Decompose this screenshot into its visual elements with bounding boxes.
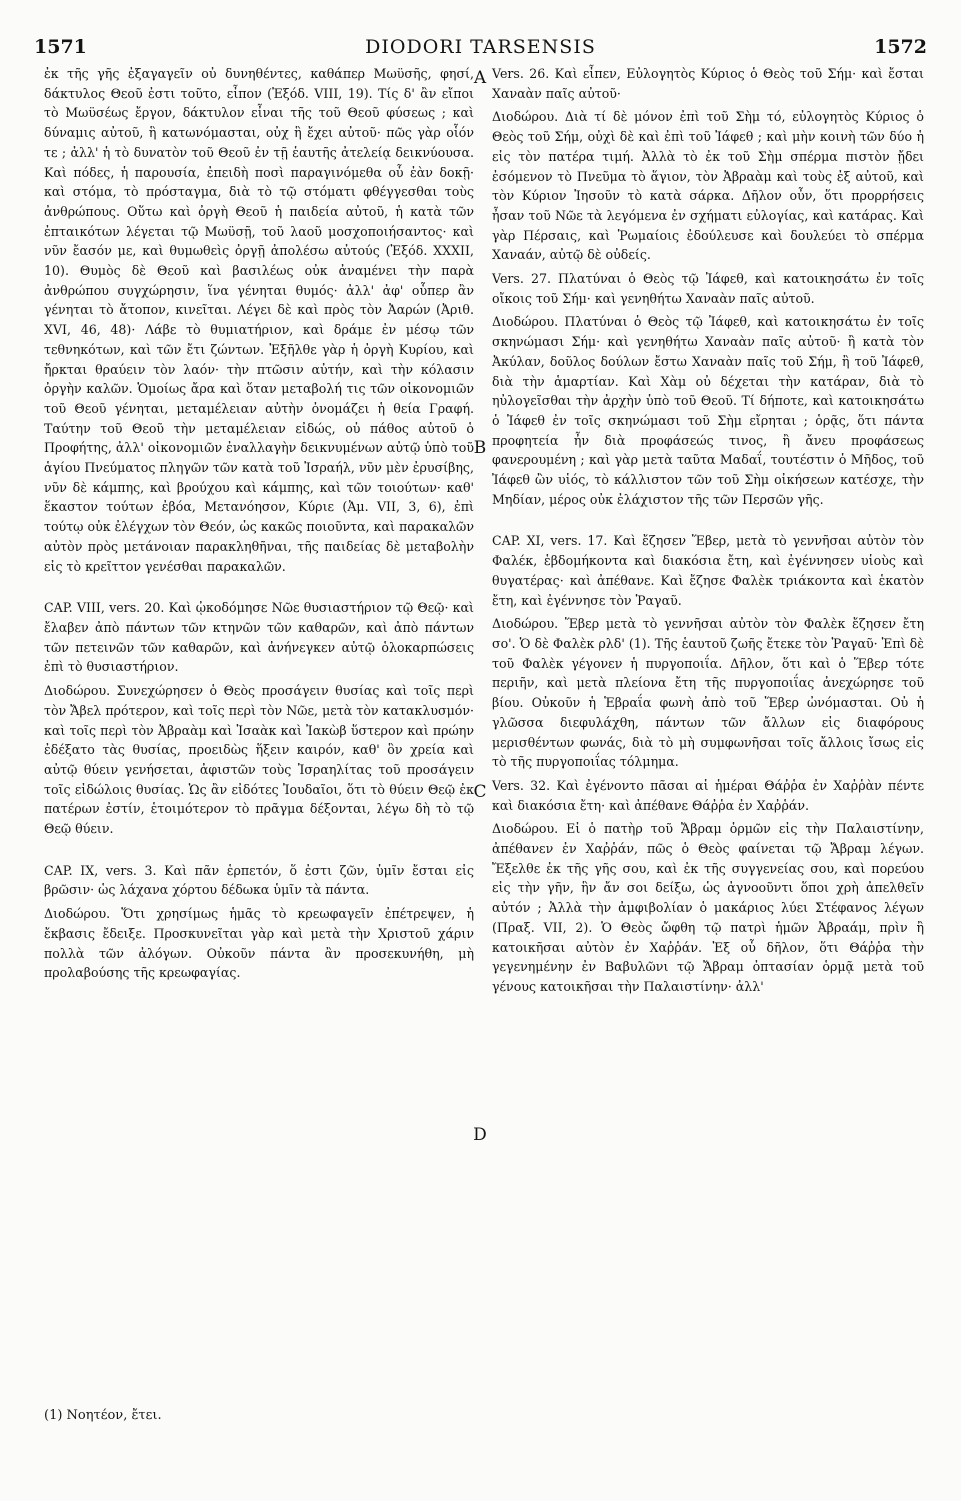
left-column <box>44 64 474 983</box>
verse-27: Vers. 27. Πλατύναι ὁ Θεὸς τῷ Ἰάφεθ, καὶ κατοικησάτω ἐν τοῖς οἴκοις τοῦ Σήμ· καὶ γενηθήτω Χαναὰν παῖς αὐτοῦ. <box>492 271 924 306</box>
margin-marker-c: C <box>473 782 487 802</box>
running-title: DIODORI TARSENSIS <box>365 36 596 58</box>
column-number-right: 1572 <box>874 36 927 58</box>
margin-marker-d: D <box>473 1125 487 1145</box>
verse-32: Vers. 32. Καὶ ἐγένοντο πᾶσαι αἱ ἡμέραι Θάῤῥα ἐν Χαῤῥὰν πέντε καὶ διακόσια ἔτη· καὶ ἀπέθανε Θάῤῥα ἐν Χαῤῥάν. <box>492 777 924 813</box>
cap-ix-verse: CAP. IX, vers. 3. Καὶ πᾶν ἑρπετόν, ὅ ἐστι ζῶν, ὑμῖν ἔσται εἰς βρῶσιν· ὡς λάχανα χόρτου δέδωκα ὑμῖν τὰ πάντα. <box>44 862 474 898</box>
right-column <box>492 64 924 997</box>
cap-viii-verse: CAP. VIII, vers. 20. Καὶ ᾠκοδόμησε Νῶε θυσιαστήριον τῷ Θεῷ· καὶ ἔλαβεν ἀπὸ πάντων τῶν κτηνῶν τῶν καθαρῶν, καὶ ἀπὸ πάντων τῶν πετεινῶν τῶν καθαρῶν, καὶ ἀνήνεγκεν αὐτῷ ὁλοκαρπώσεις ἐπὶ τὸ θυσιαστήριον. <box>44 600 474 675</box>
verse-26: Vers. 26. Καὶ εἶπεν, Εὐλογητὸς Κύριος ὁ Θεὸς τοῦ Σήμ· καὶ ἔσται Χαναὰν παῖς αὐτοῦ· <box>492 66 924 101</box>
margin-marker-b: B <box>473 438 487 458</box>
footnote: (1) Νοητέον, ἔτει. <box>44 1408 162 1423</box>
diodorus-commentary: Διοδώρου. Πλατύναι ὁ Θεὸς τῷ Ἰάφεθ, καὶ κατοικησάτω ἐν τοῖς σκηνώμασι Σήμ· καὶ γενηθήτω Χαναὰν παῖς αὐτοῦ· ἢ κατὰ τὸν Ἀκύλαν, δοῦλος δούλων ἔστω Χαναὰν παῖς τοῦ Σήμ, ἢ τοῦ Ἰάφεθ, διὰ τὴν ἁμαρτίαν. Καὶ Χὰμ οὐ δέχεται τὴν κατάραν, διὰ τὸ ηὐλογεῖσθαι τὴν ἀρχὴν ὑπὸ τοῦ Θεοῦ. Τί δήποτε, καὶ κατοικησάτω ὁ Ἰάφεθ ἐν τοῖς σκηνώμασι τοῦ Σὴμ εἴρηται ; ὁρᾷς, ὅτι πάντα προφητεία ἦν διὰ προφάσεώς τινος, ἢ ἄνευ προφάσεως φανερουμένη ; καὶ γὰρ μετὰ ταῦτα Μαδαΐ, τουτέστιν ὁ Μῆδος, τοῦ Ἰάφεθ ὢν υἱός, τὸ κάλλιστον τῶν τοῦ Σὴμ οἰκήσεων κατέσχε, τὴν Μηδίαν, μέρος οὐκ ἐλάχιστον τῆς τῶν Περσῶν γῆς. <box>492 314 924 507</box>
cap-xi-verse: CAP. XI, vers. 17. Καὶ ἔζησεν Ἕβερ, μετὰ τὸ γεννῆσαι αὐτὸν τὸν Φαλέκ, ἑβδομήκοντα καὶ διακόσια ἔτη, καὶ ἐγέννησεν υἱοὺς καὶ θυγατέρας· καὶ ἀπέθανε. Καὶ ἔζησε Φαλὲκ τριάκοντα καὶ ἑκατὸν ἔτη, καὶ ἐγέννησε τὸν Ῥαγαῦ. <box>492 533 924 608</box>
diodorus-commentary: Διοδώρου. Συνεχώρησεν ὁ Θεὸς προσάγειν θυσίας καὶ τοῖς περὶ τὸν Ἄβελ πρότερον, καὶ τοῖς περὶ τὸν Νῶε, μετὰ τὸν κατακλυσμόν· καὶ τοῖς περὶ τὸν Ἀβραὰμ καὶ Ἰσαὰκ καὶ Ἰακὼβ ὕστερον καὶ πρώην ἐδέξατο τὰς θυσίας, προειδὼς ἥξειν καιρόν, καθ' ὃν χρεία καὶ αὐτῷ θύειν γενήσεται, ἀφιστῶν τοὺς Ἰσραηλίτας τοῦ προσάγειν τοῖς εἰδώλοις θυσίας. Ὡς ἂν εἰδότες Ἰουδαῖοι, ὅτι τὸ θύειν Θεῷ ἐκ πατέρων ἐστίν, ἑτοιμότερον τὸ πρᾶγμα δέξονται, λέγω δὴ τὸ τῷ Θεῷ θύειν. <box>44 683 474 837</box>
column-number-left: 1571 <box>34 36 87 58</box>
diodorus-commentary: Διοδώρου. Εἰ ὁ πατὴρ τοῦ Ἄβραμ ὁρμῶν εἰς τὴν Παλαιστίνην, ἀπέθανεν ἐν Χαῤῥάν, πῶς ὁ Θεὸς φαίνεται τῷ Ἄβραμ λέγων. Ἔξελθε ἐκ τῆς γῆς σου, καὶ ἐκ τῆς συγγενείας σου, καὶ πορεύου εἰς τὴν γῆν, ἣν ἄν σοι δείξω, ὡς ἀγνοοῦντι ὅποι χρὴ ἀπελθεῖν αὐτόν ; Ἀλλὰ τὴν ἀμφιβολίαν ὁ μακάριος λύει Στέφανος λέγων (Πραξ. VII, 2). Ὁ Θεὸς ὤφθη τῷ πατρὶ ἡμῶν Ἀβραάμ, πρὶν ἢ κατοικῆσαι αὐτὸν ἐν Χαῤῥάν. Ἐξ οὗ δῆλον, ὅτι Θάῤῥα τὴν γεγενημένην ἐν Βαβυλῶνι τῷ Ἄβραμ ὀπτασίαν ὁρμᾷ μετὰ τοῦ γένους κατοικῆσαι τὴν Παλαιστίνην· ἀλλ' <box>492 821 924 994</box>
left-paragraph-1: ἐκ τῆς γῆς ἐξαγαγεῖν οὐ δυνηθέντες, καθάπερ Μωϋσῆς, φησί, δάκτυλος Θεοῦ ἐστι τοῦτο, εἶπον (Ἐξόδ. VIII, 19). Τίς δ' ἂν εἴποι τὸ Μωϋσέως ἔργον, δάκτυλον εἶναι τῆς τοῦ Θεοῦ φύσεως ; καὶ δύναμις αὐτοῦ, ἣ κατωνόμασται, οὐχ ἣ ἔχει αὐτοῦ· πῶς γὰρ οἷόν τε ; ἀλλ' ἡ τὸ δυνατὸν τοῦ Θεοῦ ἐν τῇ ἑαυτῆς ἀτελείᾳ δεικνύουσα. Καὶ πόδες, ἡ παρουσία, ἐπειδὴ ποσὶ παραγινόμεθα οὗ ἐὰν δοκῇ· καὶ στόμα, τὸ πρόσταγμα, διὰ τὸ τῷ στόματι φθέγγεσθαι τοὺς ἀνθρώπους. Οὕτω καὶ ὀργὴ Θεοῦ ἡ παιδεία αὐτοῦ, ἡ κατὰ τῶν ἐπταικότων λέγεται τῷ Μωϋσῇ, τοῦ λαοῦ μοσχοποιήσαντος· καὶ νῦν ἔασόν με, καὶ θυμωθεὶς ὀργῇ ἀπολέσω αὐτούς (Ἐξόδ. XXXII, 10). Θυμὸς δὲ Θεοῦ καὶ βασιλέως οὐκ ἀναμένει τὴν παρὰ ἀνθρώπου συγχώρησιν, ἵνα γένηται θυμός· ἀλλ' ἀφ' οὗπερ ἂν γένηται τὸ ἄτοπον, κινεῖται. Λέγει δὲ καὶ πρὸς τὸν Ἀαρών (Ἀριθ. XVI, 46, 48)· Λάβε τὸ θυμιατήριον, καὶ δράμε ἐν μέσῳ τῶν τεθνηκότων, καὶ τῶν ἔτι ζώντων. Ἐξῆλθε γὰρ ἡ ὀργὴ Κυρίου, καὶ ἤρκται θραύειν τὸν λαόν· τὴν πτῶσιν αὐτήν, καὶ τὴν κόλασιν ὀργὴν καλῶν. Ὁμοίως ἄρα καὶ ὅταν μεταβολή τις τῶν οἰκονομιῶν τοῦ Θεοῦ γένηται, μεταμέλειαν αὐτὴν ὀνομάζει ἡ θεία Γραφή. Ταύτην τοῦ Θεοῦ τὴν μεταμέλειαν εἰδώς, οὐ πάθος αὐτοῦ ὁ Προφήτης, ἀλλ' οἰκονομιῶν ἐναλλαγὴν δεικνυμένων αὐτῷ ὑπὸ τοῦ ἁγίου Πνεύματος πληγῶν τῶν κατὰ τοῦ Ἰσραήλ, νῦν μὲν ἐρυσίβης, νῦν δὲ κάμπης, καὶ βρούχου καὶ κάμπης, καὶ τῶν τοιούτων· καθ' ἕκαστον τούτων ἐβόα, Μετανόησον, Κύριε (Ἀμ. VII, 3, 6), ἐπὶ τούτῳ οὐκ ἐλέγχων τὸν Θεόν, ὡς κακῶς ποιοῦντα, καὶ παρακαλῶν αὐτὸν πρὸς μετάνοιαν παρακληθῆναι, τῆς παιδείας δὲ μεταβολὴν εἰς τὸ κρεῖττον γενέσθαι παρακαλῶν. <box>44 66 474 574</box>
diodorus-commentary: Διοδώρου. Ἕβερ μετὰ τὸ γεννῆσαι αὐτὸν τὸν Φαλὲκ ἔζησεν ἔτη σο'. Ὁ δὲ Φαλὲκ ρλδ' (1). Τῆς ἑαυτοῦ ζωῆς ἔτεκε τὸν Ῥαγαῦ· Ἐπὶ δὲ τοῦ Φαλὲκ γέγονεν ἡ πυργοποιΐα. Δῆλον, ὅτι καὶ ὁ Ἕβερ τότε περιῆν, καὶ μετὰ πλείονα ἔτη τῆς πυργοποιΐας ἀνεχώρησε τοῦ βίου. Οὐκοῦν ἡ Ἑβραΐα φωνὴ ἀπὸ τοῦ Ἕβερ ὠνόμασται. Οὐ ἡ γλῶσσα διεφυλάχθη, πάντων τῶν ἄλλων εἰς διαφόρους μερισθέντων φωνάς, διὰ τὸ μὴ συμφωνῆσαι τοῖς ἄλλοις ἴσως εἰς τὸ τῆς πυργοποιΐας τόλμημα. <box>492 616 924 770</box>
margin-marker-a: A <box>473 68 487 88</box>
diodorus-commentary: Διοδώρου. Ὅτι χρησίμως ἡμᾶς τὸ κρεωφαγεῖν ἐπέτρεψεν, ἡ ἔκβασις ἔδειξε. Προσκυνεῖται γὰρ καὶ μετὰ τὴν Χριστοῦ χάριν πολλὰ τῶν ἀλόγων. Οὐκοῦν πάντα ἂν προσεκυνήθη, μὴ προλαβούσης τῆς κρεωφαγίας. <box>44 906 474 981</box>
diodorus-commentary: Διοδώρου. Διὰ τί δὲ μόνον ἐπὶ τοῦ Σὴμ τό, εὐλογητὸς Κύριος ὁ Θεὸς τοῦ Σήμ, οὐχὶ δὲ καὶ ἐπὶ τοῦ Ἰάφεθ ; καὶ μὴν κοινὴ τῶν δύο ἡ εἰς τὸν πατέρα τιμή. Ἀλλὰ τὸ ἐκ τοῦ Σὴμ σπέρμα πιστὸν ᾔδει ἐσόμενον τὸ Πνεῦμα τὸ ἅγιον, τὸν Ἀβραὰμ καὶ τοὺς ἐξ αὐτοῦ, καὶ τὸν Κύριον Ἰησοῦν τὸ κατὰ σάρκα. Δῆλον οὖν, ὅτι προρρήσεις ἦσαν τοῦ Νῶε τὰ λεγόμενα ἐν σχήματι εὐλογίας, καὶ κατάρας. Καὶ γὰρ Πέρσαις, καὶ Ῥωμαίοις ἐδούλευσε καὶ δουλεύει τὸ σπέρμα Χαναάν, αὐτῷ δὲ οὐδείς. <box>492 109 924 263</box>
